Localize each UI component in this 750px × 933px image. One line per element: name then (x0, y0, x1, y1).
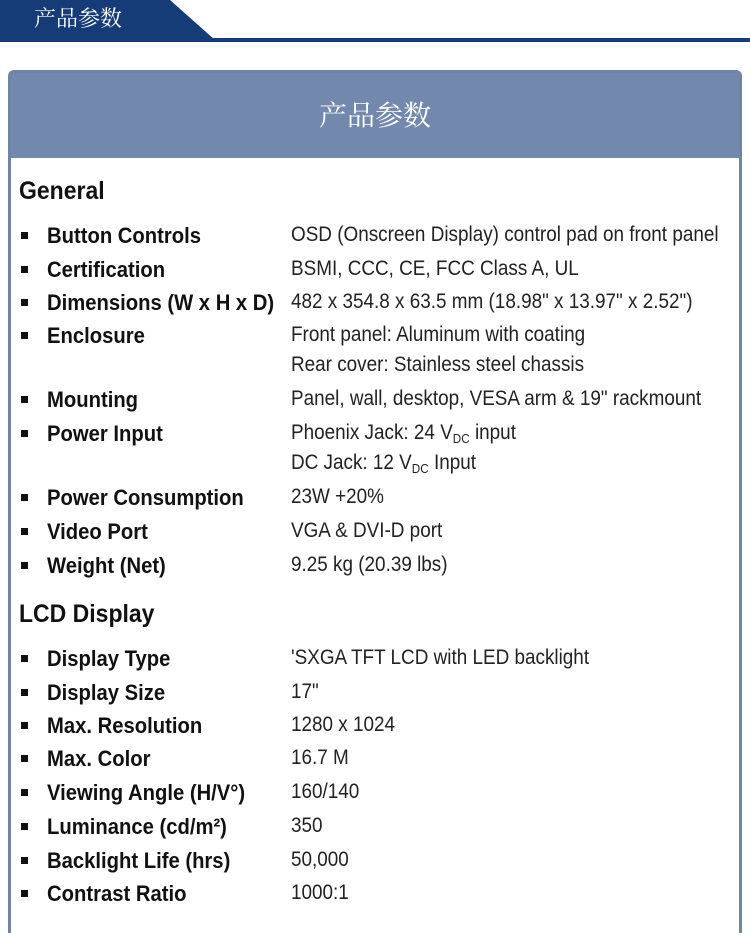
bullet-icon (21, 332, 28, 339)
spec-value: 160/140 (291, 780, 360, 803)
spec-label: Contrast Ratio (47, 881, 187, 906)
spec-value: 482 x 354.8 x 63.5 mm (18.98" x 13.97" x 2.52") (291, 290, 693, 313)
spec-row (19, 515, 739, 549)
bullet-icon (21, 722, 28, 729)
bullet-icon (21, 430, 28, 437)
spec-row (19, 844, 739, 878)
bullet-icon (21, 266, 28, 273)
spec-row (19, 549, 739, 583)
tab-label: 产品参数 (34, 7, 123, 32)
spec-row (19, 776, 739, 810)
spec-value: 17" (291, 680, 319, 703)
bullet-icon (21, 655, 28, 662)
spec-row (19, 481, 739, 515)
spec-label: Certification (47, 257, 166, 282)
spec-label: Enclosure (47, 323, 145, 348)
spec-label: Dimensions (W x H x D) (47, 290, 275, 315)
bullet-icon (21, 789, 28, 796)
spec-value: Panel, wall, desktop, VESA arm & 19" rackmount (291, 387, 702, 410)
spec-value: 1000:1 (291, 881, 349, 904)
bullet-icon (21, 890, 28, 897)
spec-value: 1280 x 1024 (291, 713, 396, 736)
spec-label: Viewing Angle (H/V°) (47, 780, 246, 805)
bullet-icon (21, 494, 28, 501)
spec-value: 16.7 M (291, 746, 349, 769)
spec-label: Power Input (47, 421, 163, 446)
spec-row (19, 286, 739, 320)
spec-label: Mounting (47, 387, 139, 412)
spec-label: Button Controls (47, 223, 202, 248)
spec-label: Max. Color (47, 746, 151, 771)
spec-value: Rear cover: Stainless steel chassis (291, 353, 585, 376)
spec-value-text: Phoenix Jack: 24 V (291, 421, 453, 444)
spec-value-text: DC Jack: 12 V (291, 451, 412, 474)
spec-row (19, 417, 739, 451)
spec-value-suffix: Input (428, 451, 476, 474)
spec-value: Front panel: Aluminum with coating (291, 323, 586, 346)
spec-value (291, 417, 516, 450)
spec-label: Backlight Life (hrs) (47, 848, 231, 873)
tab-underline (0, 38, 750, 42)
spec-value: 50,000 (291, 848, 349, 871)
spec-label: Display Size (47, 680, 166, 705)
bullet-icon (21, 232, 28, 239)
bullet-icon (21, 689, 28, 696)
spec-row (19, 709, 739, 743)
spec-row-continued (19, 349, 739, 383)
bullet-icon (21, 396, 28, 403)
spec-value: BSMI, CCC, CE, FCC Class A, UL (291, 257, 579, 280)
spec-row (19, 383, 739, 417)
spec-label: Video Port (47, 519, 148, 544)
spec-row-continued (19, 447, 739, 481)
spec-value: 9.25 kg (20.39 lbs) (291, 553, 448, 576)
spec-label: Max. Resolution (47, 713, 203, 738)
panel-title: 产品参数 (11, 73, 739, 158)
spec-row (19, 642, 739, 676)
spec-label: Weight (Net) (47, 553, 166, 578)
spec-label: Power Consumption (47, 485, 244, 510)
bullet-icon (21, 528, 28, 535)
section-title-general: General (19, 177, 105, 205)
spec-value: OSD (Onscreen Display) control pad on front panel (291, 223, 719, 246)
subscript: DC (411, 461, 429, 476)
top-tab-bar (0, 0, 750, 44)
spec-value: 'SXGA TFT LCD with LED backlight (291, 646, 590, 669)
bullet-icon (21, 857, 28, 864)
spec-row (19, 877, 739, 911)
spec-row (19, 810, 739, 844)
section-title-lcd-display: LCD Display (19, 600, 155, 628)
bullet-icon (21, 562, 28, 569)
spec-row (19, 319, 739, 353)
bullet-icon (21, 823, 28, 830)
bullet-icon (21, 755, 28, 762)
spec-value (291, 447, 476, 480)
spec-value: 350 (291, 814, 323, 837)
spec-row (19, 676, 739, 710)
spec-row (19, 219, 739, 253)
spec-panel (8, 70, 742, 933)
spec-value-suffix: input (469, 421, 516, 444)
spec-row (19, 742, 739, 776)
spec-row (19, 253, 739, 287)
subscript: DC (452, 431, 470, 446)
spec-label: Luminance (cd/m²) (47, 814, 227, 839)
bullet-icon (21, 299, 28, 306)
spec-value: 23W +20% (291, 485, 384, 508)
spec-label: Display Type (47, 646, 171, 671)
spec-value: VGA & DVI-D port (291, 519, 443, 542)
spec-content (11, 73, 739, 933)
